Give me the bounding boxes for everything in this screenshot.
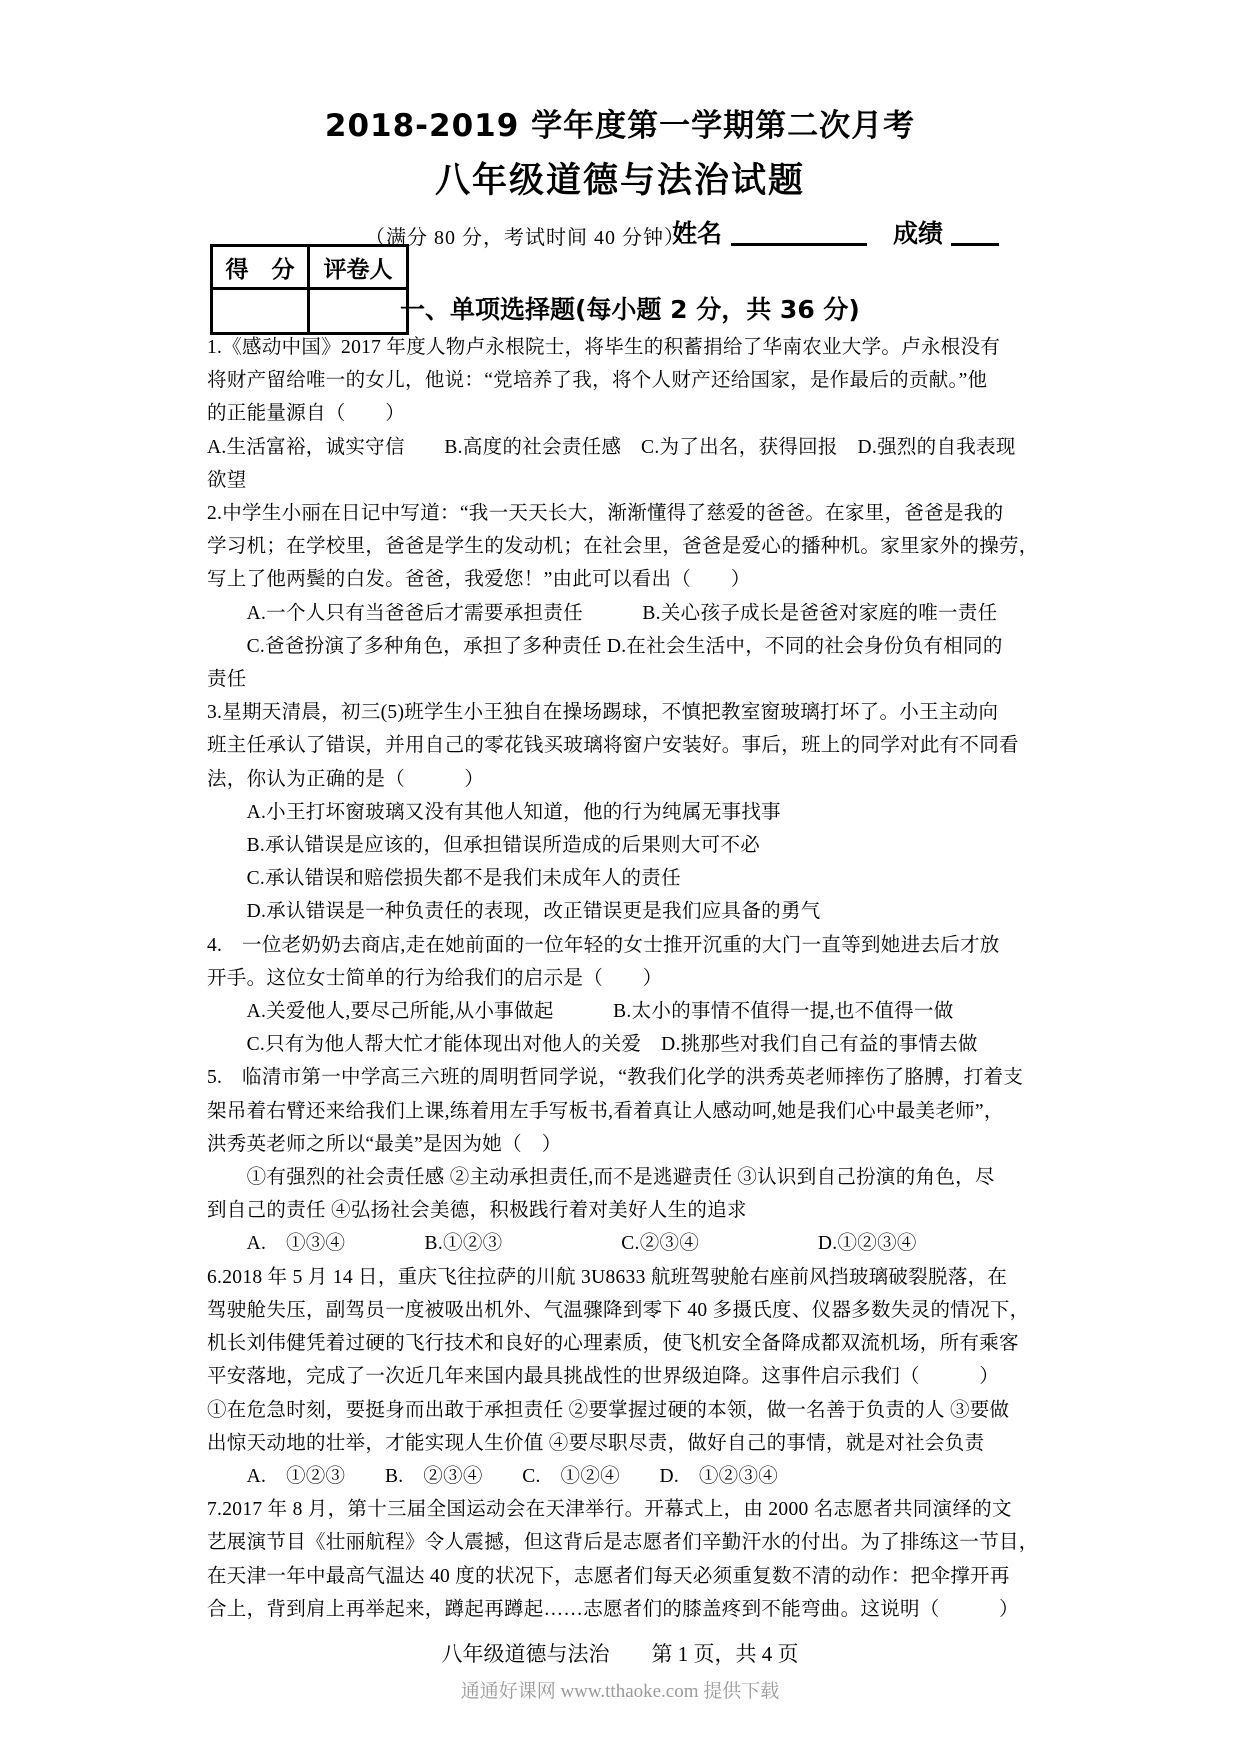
question-6-line: 6.2018 年 5 月 14 日，重庆飞往拉萨的川航 3U8633 航班驾驶舱右座前风挡玻璃破裂脱落，在 (207, 1266, 1008, 1288)
question-7-line: 7.2017 年 8 月，第十三届全国运动会在天津举行。开幕式上，由 2000 名志愿者共同演绎的文 (207, 1499, 1012, 1521)
question-4-line: 开手。这位女士简单的行为给我们的启示是（ ） (207, 967, 663, 989)
question-5-line: 架吊着右臂还来给我们上课,练着用左手写板书,看着真让人感动呵,她是我们心中最美老师”， (207, 1100, 1004, 1122)
question-2-line: C.爸爸扮演了多种角色，承担了多种责任 D.在社会生活中，不同的社会身份负有相同的 (207, 635, 1003, 657)
question-4-line: C.只有为他人帮大忙才能体现出对他人的关爱 D.挑那些对我们自己有益的事情去做 (207, 1034, 978, 1056)
footer-watermark: 通通好课网 www.tthaoke.com 提供下载 (460, 1681, 780, 1702)
question-5-line: 到自己的责任 ④弘扬社会美德，积极践行着对美好人生的追求 (207, 1200, 747, 1222)
question-3-line: 班主任承认了错误，并用自己的零花钱买玻璃将窗户安装好。事后，班上的同学对此有不同看 (207, 735, 1019, 757)
question-3-line: A.小王打坏窗玻璃又没有其他人知道，他的行为纯属无事找事 (207, 801, 781, 823)
question-6-line: 机长刘伟健凭着过硬的飞行技术和良好的心理素质，使飞机安全备降成都双流机场，所有乘客 (207, 1333, 1019, 1355)
score-blank-line (951, 216, 999, 246)
question-1-line: 欲望 (207, 469, 247, 491)
footer-page-info: 八年级道德与法治 第 1 页，共 4 页 (441, 1642, 799, 1666)
score-table-header-grader: 评卷人 (309, 246, 408, 289)
question-3-line: 法，你认为正确的是（ ） (207, 768, 485, 790)
question-1-line: 1.《感动中国》2017 年度人物卢永根院士，将毕生的积蓄捐给了华南农业大学。卢永根没有 (207, 337, 1001, 358)
question-2-line: A.一个人只有当爸爸后才需要承担责任 B.关心孩子成长是爸爸对家庭的唯一责任 (207, 602, 998, 624)
question-2-line: 写上了他两鬓的白发。爸爸，我爱您！”由此可以看出（ ） (207, 569, 751, 591)
question-5-line: 洪秀英老师之所以“最美”是因为她（ ） (207, 1133, 562, 1155)
question-3-line: C.承认错误和赔偿损失都不是我们未成年人的责任 (207, 868, 681, 890)
question-6-line: A. ①②③ B. ②③④ C. ①②④ D. ①②③④ (207, 1465, 779, 1487)
score-table-cell-grader (309, 289, 408, 334)
exam-title-line2: 八年级道德与法治试题 (434, 161, 805, 201)
score-label: 成绩 (893, 219, 944, 248)
question-7-line: 合上，背到肩上再举起来，蹲起再蹲起……志愿者们的膝盖疼到不能弯曲。这说明（ ） (207, 1598, 1019, 1620)
score-table-cell-score (212, 289, 309, 334)
question-7-line: 在天津一年中最高气温达 40 度的状况下，志愿者们每天必须重复数不清的动作：把伞撑开再 (207, 1565, 1010, 1587)
question-1-line: A.生活富裕，诚实守信 B.高度的社会责任感 C.为了出名，获得回报 D.强烈的自我表现 (207, 436, 1016, 458)
exam-title-line1: 2018-2019 学年度第一学期第二次月考 (324, 108, 916, 144)
score-table-header-score: 得 分 (212, 246, 309, 289)
question-3-line: B.承认错误是应该的，但承担错误所造成的后果则大可不必 (207, 835, 761, 857)
section-heading-multiple-choice: 一、单项选择题(每小题 2 分，共 36 分) (400, 295, 860, 324)
question-5-line: ①有强烈的社会责任感 ②主动承担责任,而不是逃避责任 ③认识到自己扮演的角色，尽 (207, 1167, 995, 1189)
question-2-line: 学习机；在学校里，爸爸是学生的发动机；在社会里，爸爸是爱心的播种机。家里家外的操劳， (207, 536, 1039, 558)
question-5-line: 5. 临清市第一中学高三六班的周明哲同学说，“教我们化学的洪秀英老师摔伤了胳膊，打着支 (207, 1067, 1024, 1089)
question-6-line: 出惊天动地的壮举，才能实现人生价值 ④要尽职尽责，做好自己的事情，就是对社会负责 (207, 1432, 985, 1454)
question-3-line: 3.星期天清晨，初三(5)班学生小王独自在操场踢球，不慎把教室窗玻璃打坏了。小王主动向 (207, 702, 999, 724)
question-2-line: 2.中学生小丽在日记中写道：“我一天天长大，渐渐懂得了慈爱的爸爸。在家里，爸爸是我的 (207, 503, 1004, 525)
name-blank-line (731, 216, 867, 246)
question-6-line: 平安落地，完成了一次近几年来国内最具挑战性的世界级迫降。这事件启示我们（ ） (207, 1366, 1000, 1388)
name-label: 姓名 (672, 219, 723, 248)
question-3-line: D.承认错误是一种负责任的表现，改正错误更是我们应具备的勇气 (207, 901, 821, 923)
question-1-line: 的正能量源自（ ） (207, 403, 406, 425)
question-1-line: 将财产留给唯一的女儿，他说：“党培养了我，将个人财产还给国家，是作最后的贡献。”他 (207, 370, 988, 392)
question-4-line: 4. 一位老奶奶去商店,走在她前面的一位年轻的女士推开沉重的大门一直等到她进去后才放 (207, 934, 1000, 956)
question-5-line: A. ①③④ B.①②③ C.②③④ D.①②③④ (207, 1233, 917, 1255)
question-4-line: A.关爱他人,要尽己所能,从小事做起 B.太小的事情不值得一提,也不值得一做 (207, 1001, 954, 1023)
question-6-line: ①在危急时刻，要挺身而出敢于承担责任 ②要掌握过硬的本领，做一名善于负责的人 ③要做 (207, 1399, 1010, 1421)
score-table (210, 244, 409, 335)
question-6-line: 驾驶舱失压，副驾员一度被吸出机外、气温骤降到零下 40 多摄氏度、仪器多数失灵的情况下， (207, 1299, 1030, 1321)
question-list (207, 331, 1047, 1626)
question-2-line: 责任 (207, 669, 247, 691)
exam-info-text: （满分 80 分，考试时间 40 分钟） (365, 227, 685, 249)
question-7-line: 艺展演节目《壮丽航程》令人震撼，但这背后是志愿者们辛勤汗水的付出。为了排练这一节目， (207, 1532, 1039, 1554)
